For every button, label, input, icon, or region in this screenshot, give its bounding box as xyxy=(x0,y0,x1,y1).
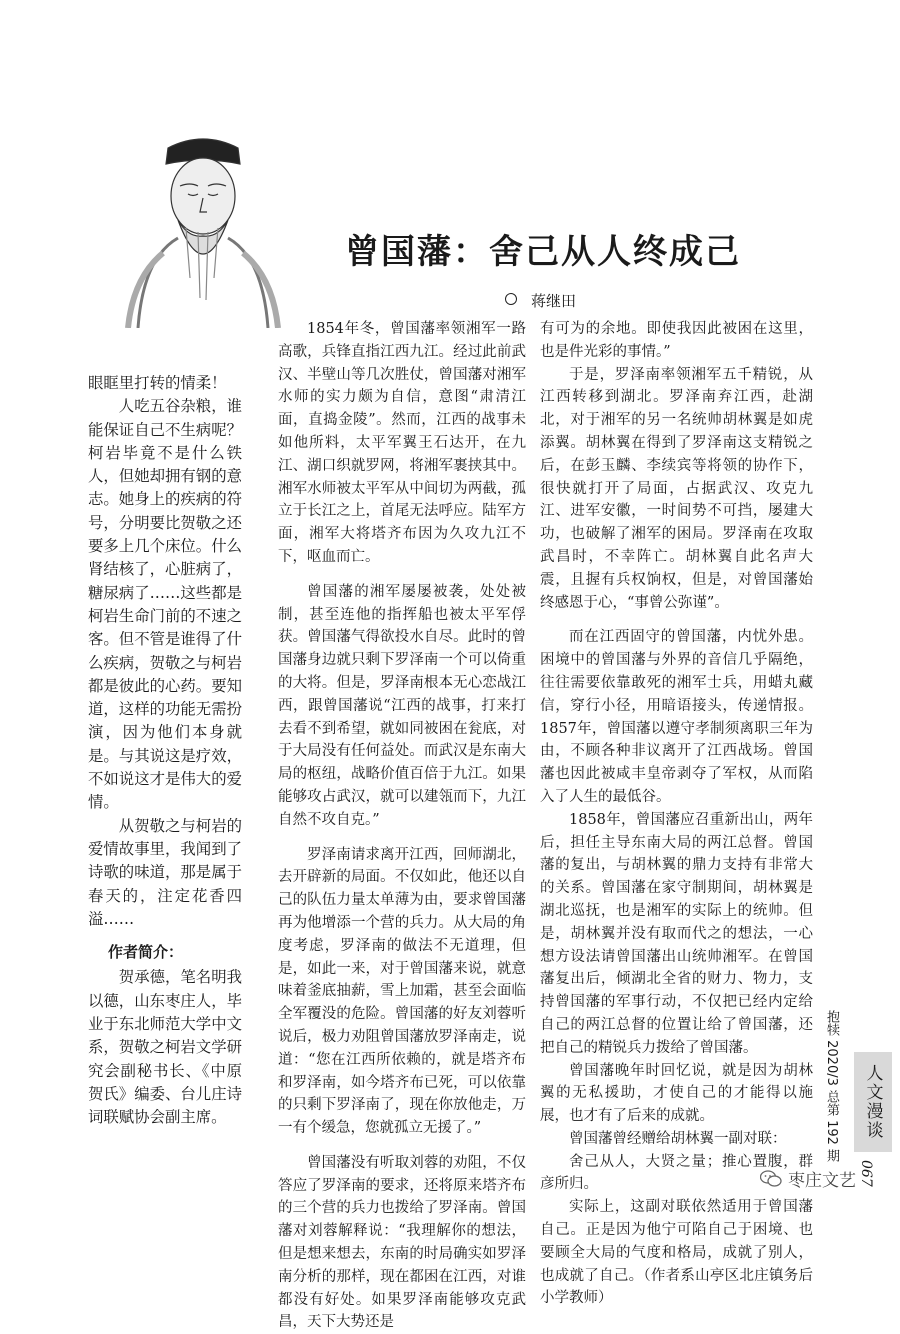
article-title: 曾国藩：舍己从人终成己 xyxy=(345,232,741,272)
paragraph: 1854年冬，曾国藩率领湘军一路高歌，兵锋直指江西九江。经过此前武汉、半壁山等几次胜仗，曾国藩对湘军水师的实力颇为自信，意图“肃清江面，直捣金陵”。然而，江西的战事未如他所料，太平军翼王石达开，在九江、湖口织就罗网，将湘军裹挟其中。湘军水师被太平军从中间切为两截，孤立于长江之上，首尾无法呼应。陆军方面，湘军大将塔齐布因为久攻九江不下，呕血而亡。 xyxy=(278,321,526,565)
paragraph: 曾国藩曾经赠给胡林翼一副对联： xyxy=(569,1130,787,1147)
page-number: 067 xyxy=(858,1160,874,1187)
paragraph: 曾国藩晚年时回忆说，就是因为胡林翼的无私援助，才使自己的才能得以施展，也才有了后来的成就。 xyxy=(540,1062,813,1125)
paragraph: 从贺敬之与柯岩的爱情故事里，我闻到了诗歌的味道，那是属于春天的，注定花香四溢…… xyxy=(88,816,242,928)
paragraph: 曾国藩的湘军屡屡被袭，处处被制，甚至连他的指挥船也被太平军俘获。曾国藩气得欲投水自尽。此时的曾国藩身边就只剩下罗泽南一个可以倚重的大将。但是，罗泽南根本无心恋战江西，跟曾国藩说“江西的战事，打来打去看不到希望，就如同被困在瓮底，对于大局没有任何益处。而武汉是东南大局的枢纽，战略价值百倍于九江。如果能够攻占武汉，就可以建瓴而下，九江自然不攻自克。” xyxy=(278,583,526,828)
paragraph: 1858年，曾国藩应召重新出山，两年后，担任主导东南大局的两江总督。曾国藩的复出，与胡林翼的鼎力支持有非常大的关系。曾国藩在家守制期间，胡林翼是湖北巡抚，也是湘军的实际上的统帅。但是，胡林翼并没有取而代之的想法，一心想方设法请曾国藩出山统帅湘军。在曾国藩复出后，倾湖北全省的财力、物力，支持曾国藩的军事行动，不仅把已经内定给自己的两江总督的位置让给了曾国藩，还把自己的精锐兵力拨给了曾国藩。 xyxy=(540,811,813,1056)
paragraph: 舍己从人，大贤之量；推心置腹，群彦所归。 xyxy=(540,1153,813,1193)
section-label: 人文漫谈 xyxy=(854,1052,892,1152)
magazine-issue: 抱犊 2020/3 总第 192 期 xyxy=(824,1010,839,1163)
column-1 xyxy=(88,372,242,1130)
paragraph: 有可为的余地。即使我因此被困在这里，也是件光彩的事情。” xyxy=(540,321,813,360)
paragraph: 人吃五谷杂粮，谁能保证自己不生病呢？柯岩毕竟不是什么铁人，但她却拥有钢的意志。她身上的疾病的符号，分明要比贺敬之还要多上几个床位。什么肾结核了，心脏病了，糖尿病了……这些都是柯岩生命门前的不速之客。但不管是谁得了什么疾病，贺敬之与柯岩都是彼此的心药。要知道，这样的功能无需扮演，因为他们本身就是。与其说这是疗效，不如说这才是伟大的爱情。 xyxy=(88,397,242,812)
paragraph: 眼眶里打转的情柔！ xyxy=(88,374,227,392)
wechat-icon xyxy=(760,1170,782,1188)
watermark-text: 枣庄文艺 xyxy=(788,1171,856,1191)
paragraph: 而在江西固守的曾国藩，内忧外患。困境中的曾国藩与外界的音信几乎隔绝，往往需要依靠敢死的湘军士兵，用蜡丸藏信，穿行小径，用暗语接头，传递情报。1857年，曾国藩以遵守孝制须离职三年为由，不顾各种非议离开了江西战场。曾国藩也因此被咸丰皇帝剥夺了军权，从而陷入了人生的最低谷。 xyxy=(540,629,813,805)
author-name: 蒋继田 xyxy=(531,292,577,310)
bio-heading: 作者简介： xyxy=(108,943,184,962)
column-2 xyxy=(278,318,526,1334)
column-3 xyxy=(540,318,813,1310)
portrait-illustration xyxy=(108,128,298,328)
circle-bullet-icon xyxy=(505,293,517,305)
bio-text: 贺承德，笔名明我以德，山东枣庄人，毕业于东北师范大学中文系，贺敬之柯岩文学研究会副秘书长、《中原贺氏》编委、台儿庄诗词联赋协会副主席。 xyxy=(88,968,242,1127)
paragraph: 罗泽南请求离开江西，回师湖北，去开辟新的局面。不仅如此，他还以自己的队伍力量太单薄为由，要求曾国藩再为他增添一个营的兵力。从大局的角度考虑，罗泽南的做法不无道理，但是，如此一来，对于曾国藩来说，就意味着釜底抽薪，雪上加霜，甚至会面临全军覆没的危险。曾国藩的好友刘蓉听说后，极力劝阻曾国藩放罗泽南走，说道：“您在江西所依赖的，就是塔齐布和罗泽南，如今塔齐布已死，可以依靠的只剩下罗泽南了，现在你放他走，万一有个缓急，您就孤立无援了。” xyxy=(278,846,526,1137)
paragraph: 于是，罗泽南率领湘军五千精锐，从江西转移到湖北。罗泽南弃江西，赴湖北，对于湘军的另一名统帅胡林翼是如虎添翼。胡林翼在得到了罗泽南这支精锐之后，在彭玉麟、李续宾等将领的协作下，很快就打开了局面，占据武汉、攻克九江、进军安徽，一时间势不可挡，屡建大功，也破解了湘军的困局。罗泽南在攻取武昌时，不幸阵亡。胡林翼自此名声大震，且握有兵权饷权，但是，对曾国藩始终感恩于心，“事曾公弥谨”。 xyxy=(540,366,813,611)
watermark xyxy=(760,1166,856,1191)
paragraph: 实际上，这副对联依然适用于曾国藩自己。正是因为他宁可陷自己于困境、也要顾全大局的气度和格局，成就了别人，也成就了自己。（作者系山亭区北庄镇务后小学教师） xyxy=(540,1199,813,1307)
author-line xyxy=(505,290,576,311)
paragraph: 曾国藩没有听取刘蓉的劝阻，不仅答应了罗泽南的要求，还将原来塔齐布的三个营的兵力也拨给了罗泽南。曾国藩对刘蓉解释说：“我理解你的想法，但是想来想去，东南的时局确实如罗泽南分析的那样，现在都困在江西，对谁都没有好处。如果罗泽南能够攻克武昌，天下大势还是 xyxy=(278,1154,526,1331)
